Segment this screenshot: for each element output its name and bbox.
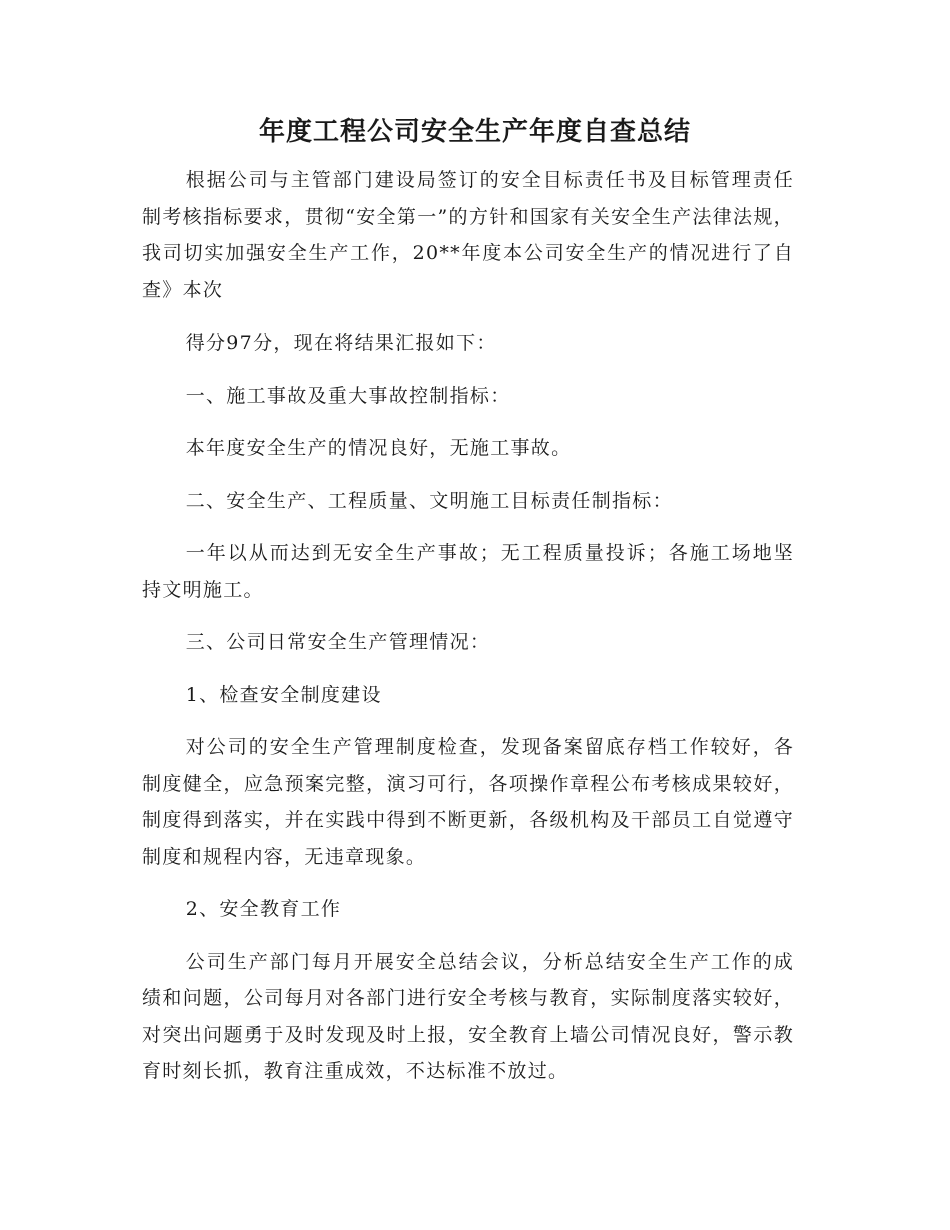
paragraph-3-2: 公司生产部门每月开展安全总结会议，分析总结安全生产工作的成绩和问题，公司每月对各部门进行安全考核与教育，实际制度落实较好，对突出问题勇于及时发现及时上报，安全教育上墙公司情况良好，警示教育时刻长抓，教育注重成效，不达标准不放过。 [142,950,794,1082]
document-title: 年度工程公司安全生产年度自查总结 [258,117,691,147]
paragraph-score: 得分97分，现在将结果汇报如下： [185,332,497,354]
document-body [142,162,794,1090]
heading-section-3: 三、公司日常安全生产管理情况： [185,631,491,653]
heading-section-2: 二、安全生产、工程质量、文明施工目标责任制指标： [185,489,673,512]
paragraph-3-1: 对公司的安全生产管理制度检查，发现备案留底存档工作较好，各制度健全，应急预案完整，演习可行，各项操作章程公布考核成果较好，制度得到落实，并在实践中得到不断更新，各级机构及干部员工自觉遵守制度和规程内容，无违章现象。 [142,736,794,868]
paragraph-intro: 根据公司与主管部门建设局签订的安全目标责任书及目标管理责任制考核指标要求，贯彻“安全第一”的方针和国家有关安全生产法律法规，我司切实加强安全生产工作，20**年度本公司安全生产的情况进行了自查》本次 [142,169,794,301]
subheading-3-2: 2、安全教育工作 [185,898,342,920]
heading-section-1: 一、施工事故及重大事故控制指标： [185,384,511,407]
paragraph-section-2: 一年以从而达到无安全生产事故；无工程质量投诉；各施工场地坚持文明施工。 [142,542,794,601]
subheading-3-1: 1、检查安全制度建设 [185,683,382,706]
paragraph-section-1: 本年度安全生产的情况良好，无施工事故。 [185,437,572,459]
